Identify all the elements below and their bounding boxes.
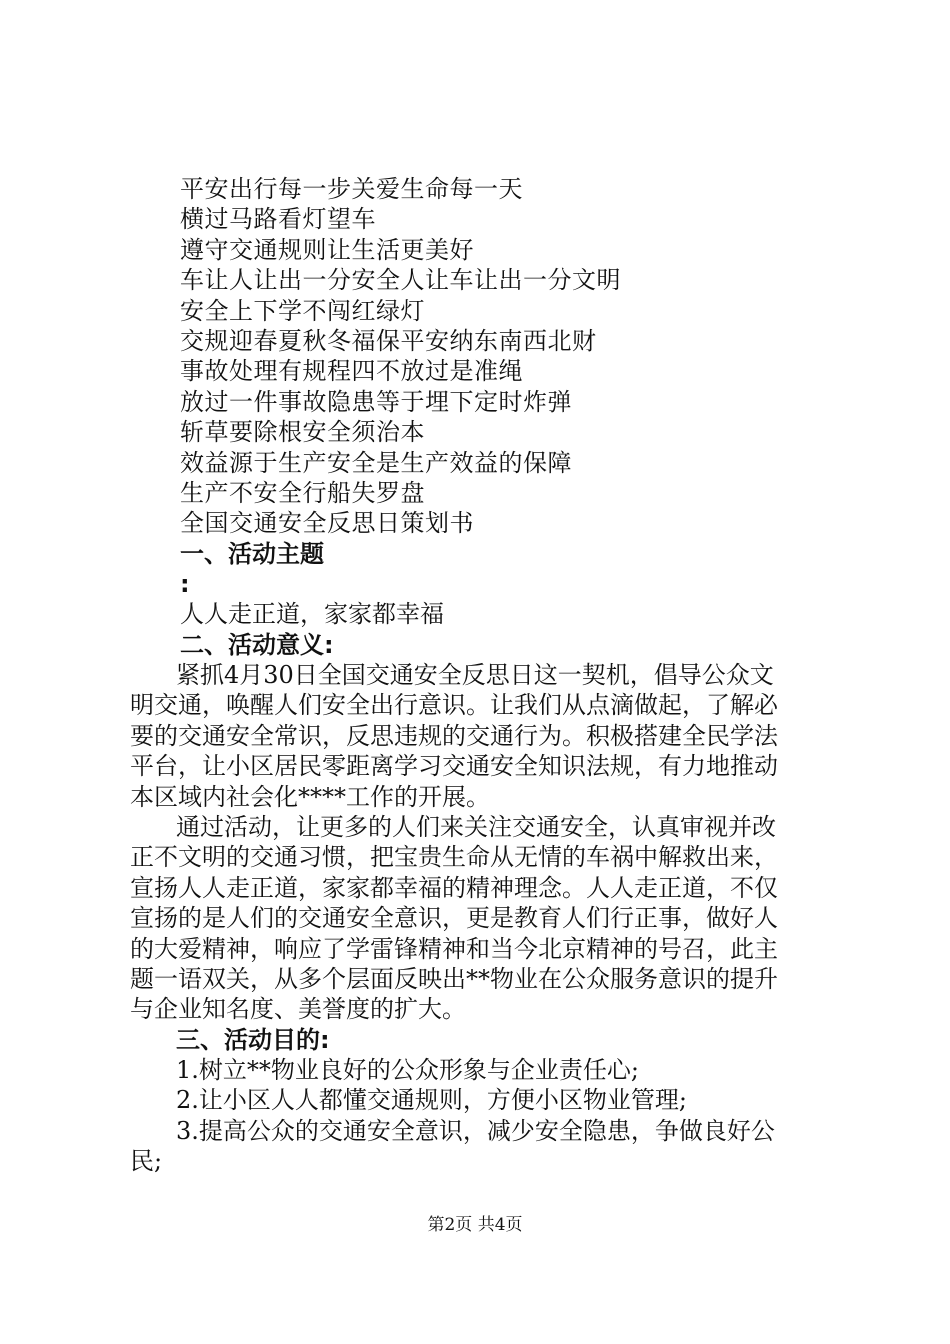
paragraph-line: 平台，让小区居民零距离学习交通安全知识法规，有力地推动 (130, 752, 778, 781)
slogan-line: 效益源于生产安全是生产效益的保障 (180, 448, 572, 477)
paragraph-line: 与企业知名度、美誉度的扩大。 (130, 995, 466, 1024)
slogan-line: 平安出行每一步关爱生命每一天 (180, 175, 523, 203)
paragraph-line: 正不文明的交通习惯，把宝贵生命从无情的车祸中解救出来， (130, 843, 778, 872)
document-title: 全国交通安全反思日策划书 (180, 509, 474, 538)
slogan-line: 横过马路看灯望车 (180, 205, 376, 234)
paragraph-line: 明交通，唤醒人们安全出行意识。让我们从点滴做起，了解必 (130, 691, 778, 720)
paragraph-line: 要的交通安全常识，反思违规的交通行为。积极搭建全民学法 (130, 721, 778, 750)
slogan-line: 交规迎春夏秋冬福保平安纳东南西北财 (180, 326, 597, 355)
section-colon: : (180, 570, 190, 599)
paragraph-line: 紧抓4月30日全国交通安全反思日这一契机，倡导公众文 (176, 661, 774, 689)
slogan-line: 遵守交通规则让生活更美好 (180, 235, 474, 264)
slogan-line: 生产不安全行船失罗盘 (180, 478, 425, 507)
list-item: 3.提高公众的交通安全意识，减少安全隐患，争做良好公 (176, 1116, 775, 1145)
paragraph-line: 宣扬人人走正道，家家都幸福的精神理念。人人走正道，不仅 (130, 873, 778, 902)
section-heading-goals: 三、活动目的: (176, 1025, 330, 1054)
slogan-line: 斩草要除根安全须治本 (180, 418, 425, 447)
slogan-line: 事故处理有规程四不放过是准绳 (180, 357, 523, 386)
slogan-list (180, 174, 835, 660)
paragraph-line: 宣扬的是人们的交通安全意识，更是教育人们行正事，做好人 (130, 904, 778, 933)
activity-theme-text: 人人走正道，家家都幸福 (180, 600, 444, 629)
page-footer: 第2页 共4页 (427, 1215, 523, 1235)
list-item: 民; (130, 1147, 163, 1176)
paragraph-line: 题一语双关，从多个层面反映出**物业在公众服务意识的提升 (130, 964, 778, 993)
body-text (130, 660, 830, 1177)
section-heading-theme: 一、活动主题 (180, 539, 324, 568)
section-heading-meaning: 二、活动意义: (180, 630, 334, 659)
paragraph-line: 本区域内社会化****工作的开展。 (130, 782, 490, 811)
paragraph-line: 的大爱精神，响应了学雷锋精神和当今北京精神的号召，此主 (130, 934, 778, 963)
list-item: 2.让小区人人都懂交通规则，方便小区物业管理; (176, 1086, 687, 1115)
slogan-line: 放过一件事故隐患等于埋下定时炸弹 (180, 387, 572, 416)
list-item: 1.树立**物业良好的公众形象与企业责任心; (176, 1056, 639, 1085)
slogan-line: 车让人让出一分安全人让车让出一分文明 (180, 266, 621, 295)
paragraph-line: 通过活动，让更多的人们来关注交通安全，认真审视并改 (176, 812, 776, 841)
slogan-line: 安全上下学不闯红绿灯 (180, 296, 425, 325)
